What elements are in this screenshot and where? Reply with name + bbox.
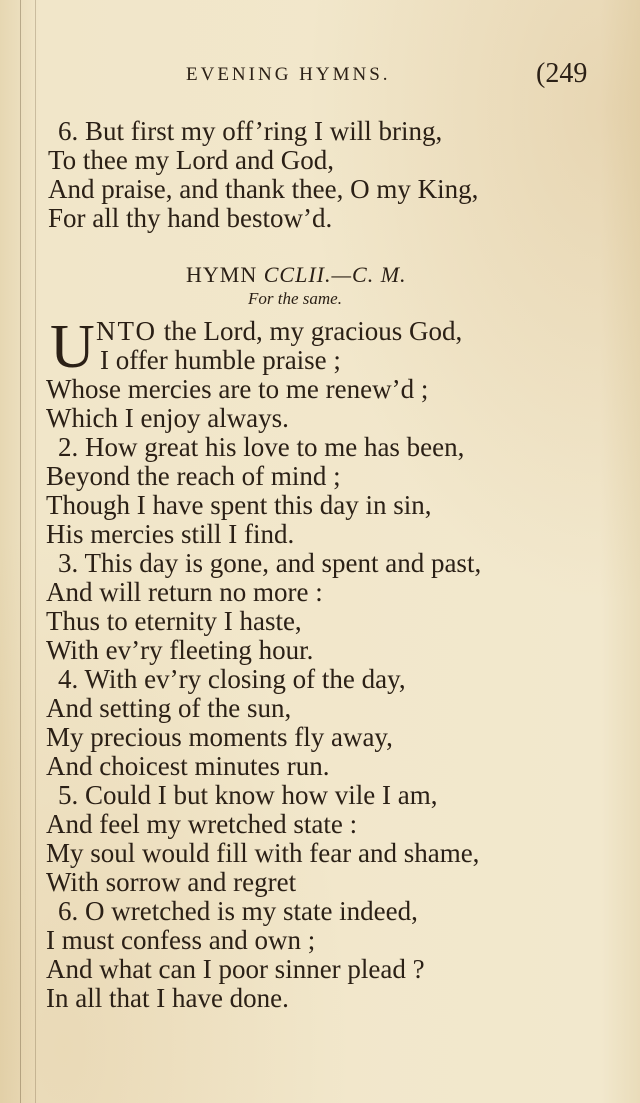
hymn-title-label: HYMN	[186, 262, 258, 287]
hymn-line: And what can I poor sinner plead ?	[46, 954, 425, 984]
hymn-line: And setting of the sun,	[46, 693, 292, 723]
hymn-line: I offer humble praise ;	[100, 345, 341, 375]
page-number: (249	[536, 58, 588, 89]
stanza-line: And praise, and thank thee, O my King,	[48, 174, 479, 204]
hymn-line: With ev’ry fleeting hour.	[46, 635, 314, 665]
hymn-line: Beyond the reach of mind ;	[46, 461, 341, 491]
first-line	[96, 316, 462, 346]
hymn-line: In all that I have done.	[46, 983, 289, 1013]
binding-gutter	[20, 0, 36, 1103]
hymn-line: Though I have spent this day in sin,	[46, 490, 432, 520]
hymn-line: I must confess and own ;	[46, 925, 316, 955]
hymn-line: And choicest minutes run.	[46, 751, 330, 781]
first-line-rest: the Lord, my gracious God,	[157, 316, 463, 346]
hymn-line: Whose mercies are to me renew’d ;	[46, 374, 429, 404]
hymn-title	[186, 262, 407, 288]
drop-cap: U	[50, 313, 95, 381]
hymn-line: 6. O wretched is my state indeed,	[58, 896, 418, 926]
page-header	[0, 58, 640, 92]
hymn-line: Which I enjoy always.	[46, 403, 289, 433]
stanza-line: For all thy hand bestow’d.	[48, 203, 333, 233]
hymn-line: And feel my wretched state :	[46, 809, 358, 839]
hymn-line: 5. Could I but know how vile I am,	[58, 780, 438, 810]
hymn-line: Thus to eternity I haste,	[46, 606, 302, 636]
first-line-caps: NTO	[96, 316, 158, 346]
hymn-line: My soul would fill with fear and shame,	[46, 838, 480, 868]
hymn-line: With sorrow and regret	[46, 867, 297, 897]
hymn-subtitle: For the same.	[248, 289, 342, 308]
running-title: EVENING HYMNS.	[186, 64, 391, 85]
hymn-line: 3. This day is gone, and spent and past,	[58, 548, 482, 578]
hymn-line: My precious moments fly away,	[46, 722, 393, 752]
hymn-line: 2. How great his love to me has been,	[58, 432, 465, 462]
hymn-line: His mercies still I find.	[46, 519, 295, 549]
stanza-line: 6. But first my off’ring I will bring,	[58, 116, 443, 146]
hymn-title-number: CCLII.—C. M.	[263, 262, 407, 287]
hymn-line: And will return no more :	[46, 577, 323, 607]
hymn-line: 4. With ev’ry closing of the day,	[58, 664, 406, 694]
stanza-line: To thee my Lord and God,	[48, 145, 335, 175]
